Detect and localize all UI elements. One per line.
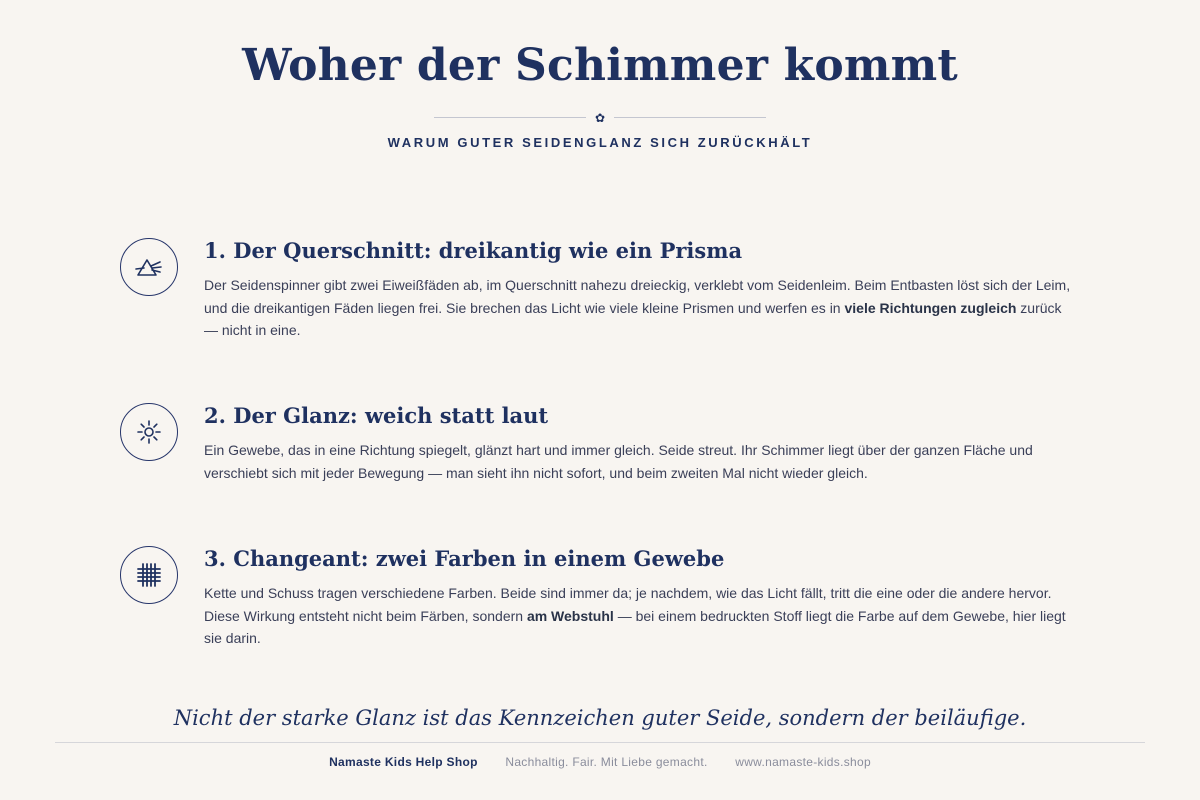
- section-text: Ein Gewebe, das in eine Richtung spiegelt, glänzt hart und immer gleich. Seide streut. Ihr Schimmer liegt über der ganzen Fläche und verschiebt sich mit jeder Bewegung — man sieht ihn nicht sofort, und beim zweiten Mal nicht wieder gleich.: [204, 442, 1033, 481]
- footer: [0, 755, 1200, 769]
- footer-tagline: Nachhaltig. Fair. Mit Liebe gemacht.: [505, 755, 708, 769]
- emphasis-text: viele Richtungen zugleich: [844, 299, 1017, 316]
- sun-icon: [120, 403, 178, 461]
- section-heading: 2. Der Glanz: weich statt laut: [204, 403, 549, 428]
- section-text: Der Seidenspinner gibt zwei Eiweißfäden ab, im Querschnitt nahezu dreieckig, verklebt vom Seidenleim. Beim Entbasten löst sich der Leim, und die dreikantigen Fäden liegen frei. Sie brechen das Licht wie viele kleine Prismen und werfen es in viele Richtungen zugleich zurück — nicht in eine.: [204, 277, 1071, 338]
- footer-divider: [55, 742, 1145, 743]
- title-divider: [434, 108, 766, 128]
- divider-line-right: [614, 117, 766, 118]
- prism-icon: [120, 238, 178, 296]
- section-heading: 3. Changeant: zwei Farben in einem Gewebe: [204, 546, 725, 571]
- emphasis-text: am Webstuhl: [526, 607, 614, 624]
- weave-grid-icon: [120, 546, 178, 604]
- footer-shop-name: Namaste Kids Help Shop: [329, 755, 478, 769]
- page-title: Woher der Schimmer kommt: [242, 40, 958, 91]
- section-text: Kette und Schuss tragen verschiedene Farben. Beide sind immer da; je nachdem, wie das Licht fällt, tritt die eine oder die andere hervor. Diese Wirkung entsteht nicht beim Färben, sondern am Webstuhl — bei einem bedruckten Stoff liegt die Farbe auf dem Gewebe, hier liegt sie darin.: [204, 585, 1066, 646]
- flower-icon: ✿: [594, 111, 606, 125]
- section-heading: 1. Der Querschnitt: dreikantig wie ein Prisma: [204, 238, 743, 263]
- page-subtitle: WARUM GUTER SEIDENGLANZ SICH ZURÜCKHÄLT: [387, 135, 813, 150]
- closing-quote: Nicht der starke Glanz ist das Kennzeichen guter Seide, sondern der beiläufige.: [173, 706, 1027, 730]
- footer-url-link[interactable]: www.namaste-kids.shop: [735, 755, 871, 769]
- divider-line-left: [434, 117, 586, 118]
